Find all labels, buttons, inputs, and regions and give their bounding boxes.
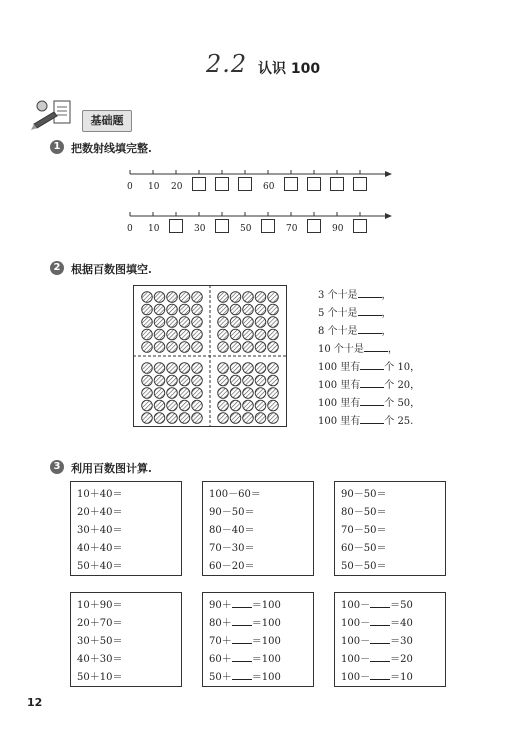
hundred-dot — [255, 388, 266, 399]
hundred-dot — [218, 342, 229, 353]
hundred-dot — [179, 342, 190, 353]
fill-item: 10 个十是 ， — [318, 341, 398, 359]
equation[interactable]: 30＋40＝ — [77, 525, 123, 536]
hundred-dot — [268, 329, 279, 340]
fill-item: 8 个十是 ， — [318, 323, 392, 341]
equation: 100－ ＝40 — [341, 615, 439, 633]
hundred-dot — [167, 329, 178, 340]
hundred-dot — [218, 363, 229, 374]
equation: 100－ ＝50 — [341, 597, 439, 615]
hundred-dot — [154, 329, 165, 340]
hundred-dot — [154, 342, 165, 353]
answer-box[interactable] — [307, 177, 321, 191]
calc-box — [334, 592, 446, 687]
hundred-dot — [255, 363, 266, 374]
hundred-dot — [192, 388, 203, 399]
fill-item: 100 里有 个 20， — [318, 377, 420, 395]
hundred-dot — [230, 304, 241, 315]
hundred-dot — [218, 413, 229, 424]
hundred-dot — [243, 363, 254, 374]
section-number: 2.2 — [206, 50, 248, 78]
equation[interactable]: 90－50＝ — [209, 507, 255, 518]
hundred-dot — [243, 292, 254, 303]
tick-label: 0 — [127, 182, 133, 192]
hundred-dot — [142, 413, 153, 424]
equation: 60＋ ＝100 — [209, 651, 307, 669]
hundred-dot — [167, 317, 178, 328]
equation: 90＋ ＝100 — [209, 597, 307, 615]
blank-field[interactable] — [370, 633, 390, 644]
hundred-dot — [243, 342, 254, 353]
equation[interactable]: 80－40＝ — [209, 525, 255, 536]
hundred-dot — [142, 363, 153, 374]
blank-field[interactable] — [360, 413, 384, 424]
fill-item: 3 个十是 ， — [318, 287, 392, 305]
blank-field[interactable] — [370, 615, 390, 626]
equation: 50＋ ＝100 — [209, 669, 307, 687]
equation[interactable]: 20＋70＝ — [77, 618, 123, 629]
hundred-dot — [230, 413, 241, 424]
blank-field[interactable] — [232, 615, 252, 626]
calc-box — [202, 592, 314, 687]
answer-box[interactable] — [307, 219, 321, 233]
blank-field[interactable] — [364, 341, 388, 352]
hundred-dot — [192, 292, 203, 303]
equation[interactable]: 20＋40＝ — [77, 507, 123, 518]
equation[interactable]: 100－60＝ — [209, 489, 261, 500]
hundred-chart — [133, 285, 287, 427]
hundred-dot — [268, 304, 279, 315]
page-title: 认识 100 — [258, 61, 321, 77]
hundred-dot — [243, 388, 254, 399]
hundred-dot — [167, 413, 178, 424]
equation: 100－ ＝10 — [341, 669, 439, 687]
hundred-dot — [142, 388, 153, 399]
hundred-dot — [142, 329, 153, 340]
answer-box[interactable] — [215, 177, 229, 191]
hundred-dot — [230, 388, 241, 399]
hundred-dot — [218, 388, 229, 399]
tick-label: 20 — [171, 182, 183, 192]
hundred-dot — [230, 329, 241, 340]
hundred-dot — [192, 329, 203, 340]
equation[interactable]: 50＋40＝ — [77, 561, 123, 572]
hundred-dot — [192, 413, 203, 424]
hundred-dot — [218, 375, 229, 386]
hundred-dot — [154, 292, 165, 303]
question-number: 1 — [50, 140, 64, 154]
equation[interactable]: 70－30＝ — [209, 543, 255, 554]
answer-box[interactable] — [353, 177, 367, 191]
blank-field[interactable] — [232, 597, 252, 608]
hundred-dot — [243, 317, 254, 328]
tick-label: 30 — [194, 224, 206, 234]
hundred-dot — [154, 317, 165, 328]
answer-box[interactable] — [238, 177, 252, 191]
hundred-dot — [167, 342, 178, 353]
hundred-dot — [192, 317, 203, 328]
equation[interactable]: 70－50＝ — [341, 525, 387, 536]
fill-item: 100 里有 个 10， — [318, 359, 420, 377]
hundred-dot — [154, 304, 165, 315]
equation[interactable]: 90－50＝ — [341, 489, 387, 500]
question-text: 把数射线填完整. — [71, 142, 152, 155]
hundred-dot — [243, 413, 254, 424]
hundred-dot — [179, 413, 190, 424]
equation: 80＋ ＝100 — [209, 615, 307, 633]
hundred-dot — [167, 388, 178, 399]
hundred-dot — [167, 400, 178, 411]
blank-field[interactable] — [358, 287, 382, 298]
equation[interactable]: 50－50＝ — [341, 561, 387, 572]
hundred-dot — [179, 363, 190, 374]
tick-label: 60 — [263, 182, 275, 192]
blank-field[interactable] — [370, 669, 390, 680]
hundred-dot — [179, 400, 190, 411]
hundred-dot — [268, 413, 279, 424]
hundred-dot — [255, 375, 266, 386]
fill-item: 100 里有 个 50， — [318, 395, 420, 413]
calc-box — [202, 481, 314, 576]
equation[interactable]: 40＋40＝ — [77, 543, 123, 554]
hundred-dot — [192, 342, 203, 353]
calc-box — [334, 481, 446, 576]
answer-box[interactable] — [284, 177, 298, 191]
hundred-dot — [268, 292, 279, 303]
hundred-dot — [230, 363, 241, 374]
hundred-dot — [268, 317, 279, 328]
hundred-dot — [154, 375, 165, 386]
fill-item: 100 里有 个 25. — [318, 413, 413, 431]
equation: 100－ ＝30 — [341, 633, 439, 651]
equation[interactable]: 50＋10＝ — [77, 672, 123, 683]
question-number: 3 — [50, 460, 64, 474]
equation[interactable]: 60－20＝ — [209, 561, 255, 572]
calc-box — [70, 592, 182, 687]
blank-field[interactable] — [360, 377, 384, 388]
hundred-dot — [179, 329, 190, 340]
hundred-dot — [218, 317, 229, 328]
hundred-dot — [255, 317, 266, 328]
hundred-dot — [230, 292, 241, 303]
hundred-dot — [230, 400, 241, 411]
tick-label: 10 — [148, 182, 160, 192]
blank-field[interactable] — [358, 323, 382, 334]
hundred-dot — [179, 304, 190, 315]
answer-box[interactable] — [330, 177, 344, 191]
hundred-dot — [218, 292, 229, 303]
hundred-dot — [268, 363, 279, 374]
equation[interactable]: 10＋40＝ — [77, 489, 123, 500]
fill-item: 5 个十是 ， — [318, 305, 392, 323]
hundred-dot — [255, 329, 266, 340]
tick-label: 10 — [148, 224, 160, 234]
hundred-dot — [218, 400, 229, 411]
tick-label: 70 — [286, 224, 298, 234]
hundred-dot — [192, 304, 203, 315]
hundred-dot — [255, 342, 266, 353]
blank-field[interactable] — [370, 597, 390, 608]
answer-box[interactable] — [353, 219, 367, 233]
hundred-dot — [218, 329, 229, 340]
hundred-dot — [179, 388, 190, 399]
hundred-dot — [230, 375, 241, 386]
hundred-dot — [142, 317, 153, 328]
hundred-dot — [255, 304, 266, 315]
hundred-dot — [218, 304, 229, 315]
hundred-dot — [243, 375, 254, 386]
hundred-dot — [192, 363, 203, 374]
question-number: 2 — [50, 261, 64, 275]
hundred-dot — [268, 400, 279, 411]
question-text: 利用百数图计算. — [71, 462, 152, 475]
tick-label: 50 — [240, 224, 252, 234]
equation[interactable]: 10＋90＝ — [77, 600, 123, 611]
blank-field[interactable] — [360, 395, 384, 406]
blank-field[interactable] — [232, 651, 252, 662]
hundred-dot — [167, 375, 178, 386]
hundred-dot — [255, 292, 266, 303]
hundred-dot — [142, 304, 153, 315]
equation[interactable]: 60－50＝ — [341, 543, 387, 554]
tick-label: 0 — [127, 224, 133, 234]
answer-box[interactable] — [169, 219, 183, 233]
blank-field[interactable] — [360, 359, 384, 370]
page-number: 12 — [27, 696, 43, 709]
hundred-dot — [230, 342, 241, 353]
hundred-dot — [179, 292, 190, 303]
hundred-dot — [142, 375, 153, 386]
hundred-dot — [192, 375, 203, 386]
hundred-dot — [167, 304, 178, 315]
answer-box[interactable] — [192, 177, 206, 191]
hundred-dot — [179, 317, 190, 328]
blank-field[interactable] — [358, 305, 382, 316]
equation[interactable]: 40＋30＝ — [77, 654, 123, 665]
tick-label: 90 — [332, 224, 344, 234]
hundred-dot — [243, 329, 254, 340]
hundred-dot — [268, 375, 279, 386]
equation[interactable]: 30＋50＝ — [77, 636, 123, 647]
hundred-dot — [255, 413, 266, 424]
equation: 100－ ＝20 — [341, 651, 439, 669]
hundred-dot — [192, 400, 203, 411]
hundred-dot — [243, 304, 254, 315]
answer-box[interactable] — [261, 219, 275, 233]
hundred-dot — [142, 400, 153, 411]
hundred-dot — [243, 400, 254, 411]
hundred-dot — [154, 363, 165, 374]
blank-field[interactable] — [370, 651, 390, 662]
equation[interactable]: 80－50＝ — [341, 507, 387, 518]
hundred-dot — [255, 400, 266, 411]
hundred-dot — [268, 342, 279, 353]
calc-box — [70, 481, 182, 576]
hundred-dot — [167, 292, 178, 303]
hundred-dot — [167, 363, 178, 374]
answer-box[interactable] — [215, 219, 229, 233]
blank-field[interactable] — [232, 633, 252, 644]
hundred-dot — [230, 317, 241, 328]
section-tag: 基础题 — [82, 110, 132, 132]
question-text: 根据百数图填空. — [71, 263, 152, 276]
hundred-dot — [142, 292, 153, 303]
hundred-dot — [154, 400, 165, 411]
hundred-dot — [142, 342, 153, 353]
hundred-dot — [154, 413, 165, 424]
hundred-dot — [154, 388, 165, 399]
pencil-book-icon — [30, 98, 82, 132]
hundred-dot — [179, 375, 190, 386]
blank-field[interactable] — [232, 669, 252, 680]
hundred-dot — [268, 388, 279, 399]
equation: 70＋ ＝100 — [209, 633, 307, 651]
